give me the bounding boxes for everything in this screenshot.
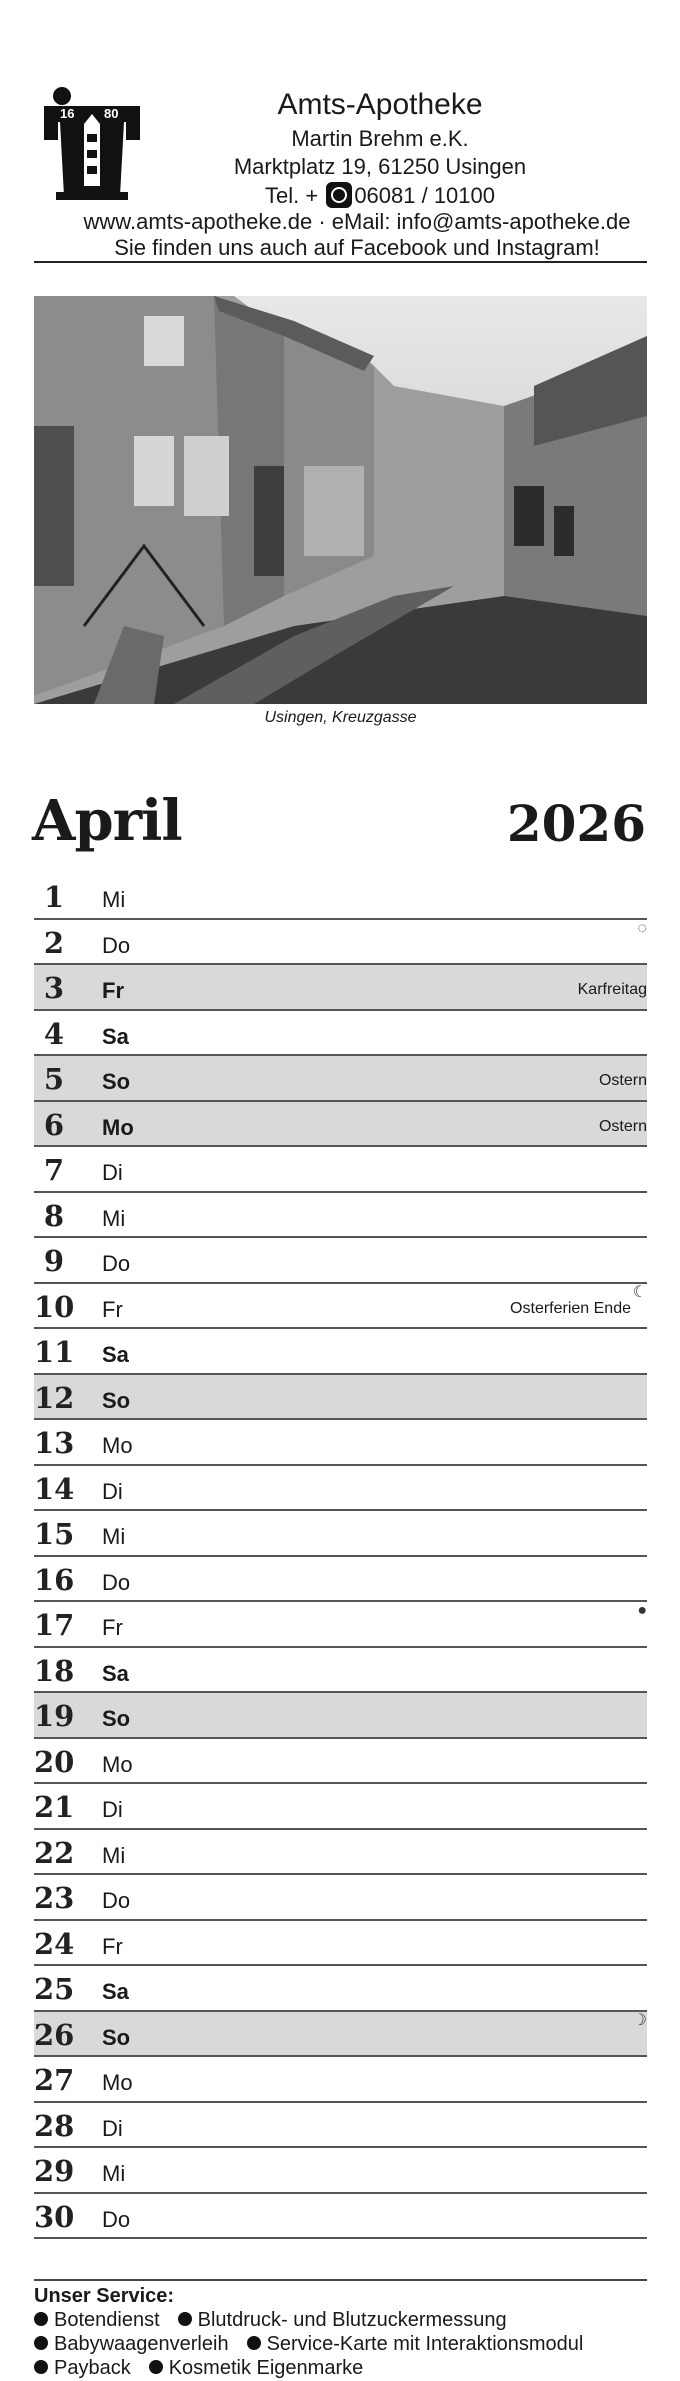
- service-line: [34, 2356, 647, 2380]
- day-row: [34, 1329, 647, 1375]
- bullet-icon: [149, 2360, 163, 2374]
- day-weekday: So: [102, 1069, 131, 1094]
- day-weekday: Di: [102, 1478, 123, 1504]
- day-row: [34, 2057, 647, 2103]
- day-row: [34, 2194, 647, 2240]
- day-number: 14: [34, 1471, 75, 1506]
- service-item: [34, 2357, 131, 2379]
- day-row: [34, 1739, 647, 1785]
- service-item-label: Payback: [54, 2357, 131, 2379]
- day-row: [34, 1056, 647, 1102]
- day-weekday: Sa: [102, 1023, 129, 1049]
- pharmacy-name: Amts-Apotheke: [277, 88, 483, 121]
- service-item: [149, 2357, 364, 2379]
- phone-number[interactable]: 06081 / 10100: [354, 183, 496, 208]
- day-row: [34, 1648, 647, 1694]
- day-number: 11: [34, 1335, 75, 1369]
- photo-caption: Usingen, Kreuzgasse: [264, 709, 417, 726]
- street-photo: [34, 296, 647, 704]
- day-number: 7: [43, 1153, 65, 1187]
- day-row: [34, 2103, 647, 2149]
- service-line: [34, 2308, 647, 2332]
- bullet-icon: [34, 2336, 48, 2350]
- header-divider: [34, 261, 647, 263]
- day-holiday-note: Ostern: [598, 1117, 647, 1135]
- day-weekday: Fr: [102, 1933, 123, 1959]
- day-weekday: So: [102, 2024, 131, 2050]
- day-number: 4: [43, 1016, 65, 1051]
- day-weekday: Mo: [102, 2070, 133, 2095]
- day-row: [34, 2012, 647, 2058]
- day-holiday-note: Ostern: [598, 1072, 647, 1089]
- service-item-label: Blutdruck- und Blutzuckermessung: [197, 2309, 507, 2331]
- day-row: [34, 1011, 647, 1057]
- day-number: 15: [34, 1517, 75, 1551]
- day-number: 28: [34, 2108, 75, 2143]
- day-number: 26: [34, 2017, 75, 2052]
- service-item-label: Service-Karte mit Interaktionsmodul: [266, 2333, 584, 2355]
- day-weekday: Do: [102, 1569, 131, 1595]
- bullet-icon: [247, 2336, 261, 2350]
- service-list: [34, 2308, 647, 2380]
- bullet-icon: [34, 2312, 48, 2326]
- service-item: [178, 2309, 507, 2331]
- day-row: [34, 1375, 647, 1421]
- service-item: [34, 2333, 229, 2355]
- day-number: 12: [34, 1380, 75, 1415]
- day-weekday: Mo: [102, 1114, 134, 1140]
- day-weekday: Do: [102, 1251, 131, 1276]
- street-photo-image: [34, 296, 647, 704]
- day-weekday: Do: [102, 1888, 131, 1913]
- day-number: 18: [34, 1653, 75, 1688]
- day-number: 3: [43, 971, 65, 1005]
- month-title: April: [32, 788, 182, 854]
- day-weekday: Fr: [102, 1615, 123, 1640]
- pharmacy-social-note: Sie finden uns auch auf Facebook und Instagram!: [114, 235, 600, 260]
- day-weekday: Sa: [102, 1660, 129, 1686]
- day-weekday: Fr: [102, 1296, 123, 1322]
- day-row: [34, 1830, 647, 1876]
- pharmacy-logo: [42, 84, 142, 202]
- day-row: [34, 1557, 647, 1603]
- moon-phase-icon: ●: [637, 1602, 647, 1619]
- day-weekday: Do: [102, 932, 131, 958]
- day-row: [34, 1193, 647, 1239]
- day-number: 30: [34, 2199, 75, 2234]
- pharmacy-web-email[interactable]: www.amts-apotheke.de · eMail: info@amts-apotheke.de: [83, 209, 631, 234]
- day-number: 10: [34, 1289, 75, 1324]
- day-weekday: So: [102, 1706, 131, 1731]
- day-row: [34, 1693, 647, 1739]
- service-item-label: Babywaagenverleih: [54, 2333, 229, 2355]
- day-number: 8: [43, 1198, 65, 1233]
- day-number: 29: [34, 2154, 75, 2188]
- day-weekday: Fr: [102, 978, 124, 1003]
- moon-phase-icon: ☾: [632, 1283, 647, 1301]
- pharmacy-owner: Martin Brehm e.K.: [291, 126, 469, 151]
- pharmacy-phone: [160, 182, 600, 209]
- pharmacy-header: [0, 0, 680, 262]
- day-row: [34, 1602, 647, 1648]
- day-weekday: Mi: [102, 1524, 126, 1549]
- day-number: 24: [34, 1926, 75, 1961]
- day-row: [34, 1966, 647, 2012]
- service-section: [34, 2279, 647, 2380]
- service-title: Unser Service:: [34, 2285, 175, 2307]
- day-weekday: Sa: [102, 1979, 129, 2004]
- day-number: 22: [34, 1835, 75, 1870]
- service-line: [34, 2332, 647, 2356]
- day-row: [34, 1420, 647, 1466]
- whatsapp-icon: [326, 182, 352, 208]
- day-row: [34, 1511, 647, 1557]
- day-holiday-note: Osterferien Ende: [510, 1299, 631, 1317]
- service-item-label: Kosmetik Eigenmarke: [168, 2357, 364, 2379]
- day-row: [34, 1102, 647, 1148]
- day-row: [34, 1921, 647, 1967]
- day-weekday: Do: [102, 2206, 131, 2232]
- day-number: 1: [43, 880, 65, 914]
- logo-year-right: 80: [104, 106, 119, 121]
- day-row: [34, 1875, 647, 1921]
- moon-phase-icon: ☽: [632, 2011, 647, 2029]
- day-row: [34, 1466, 647, 1512]
- year-title: 2026: [506, 794, 646, 853]
- day-number: 5: [43, 1062, 65, 1096]
- day-number: 19: [34, 1699, 75, 1733]
- day-number: 6: [43, 1107, 65, 1142]
- day-row: [34, 1238, 647, 1284]
- day-number: 20: [34, 1744, 75, 1779]
- phone-prefix: Tel. +: [264, 183, 319, 208]
- day-weekday: Mo: [102, 1433, 133, 1458]
- day-number: 17: [34, 1608, 75, 1642]
- day-row: [34, 1784, 647, 1830]
- day-weekday: Mi: [102, 2161, 126, 2186]
- day-number: 23: [34, 1881, 75, 1915]
- day-row: [34, 1284, 647, 1330]
- day-weekday: Mi: [102, 1842, 126, 1868]
- day-number: 13: [34, 1426, 75, 1460]
- day-number: 21: [34, 1790, 75, 1824]
- day-row: [34, 2148, 647, 2194]
- bullet-icon: [34, 2360, 48, 2374]
- day-weekday: So: [102, 1387, 131, 1413]
- day-row: [34, 874, 647, 920]
- pharmacy-address: Marktplatz 19, 61250 Usingen: [233, 154, 527, 179]
- service-item-label: Botendienst: [54, 2309, 160, 2331]
- day-weekday: Di: [102, 1797, 123, 1822]
- day-number: 16: [34, 1562, 75, 1597]
- day-weekday: Di: [102, 1160, 123, 1185]
- service-item: [34, 2309, 160, 2331]
- day-number: 2: [43, 925, 65, 960]
- day-row: [34, 920, 647, 966]
- day-weekday: Mo: [102, 1751, 133, 1777]
- day-row: [34, 965, 647, 1011]
- day-row: [34, 1147, 647, 1193]
- day-holiday-note: Karfreitag: [577, 981, 647, 998]
- day-weekday: Sa: [102, 1342, 129, 1367]
- day-weekday: Mi: [102, 887, 126, 912]
- logo-year-left: 16: [60, 106, 75, 121]
- day-number: 25: [34, 1972, 75, 2006]
- day-weekday: Di: [102, 2115, 123, 2141]
- day-list: [34, 874, 647, 2239]
- service-item: [247, 2333, 584, 2355]
- bullet-icon: [178, 2312, 192, 2326]
- moon-phase-icon: ◌: [637, 919, 647, 937]
- day-number: 27: [34, 2063, 75, 2097]
- day-weekday: Mi: [102, 1205, 126, 1231]
- day-number: 9: [43, 1244, 65, 1278]
